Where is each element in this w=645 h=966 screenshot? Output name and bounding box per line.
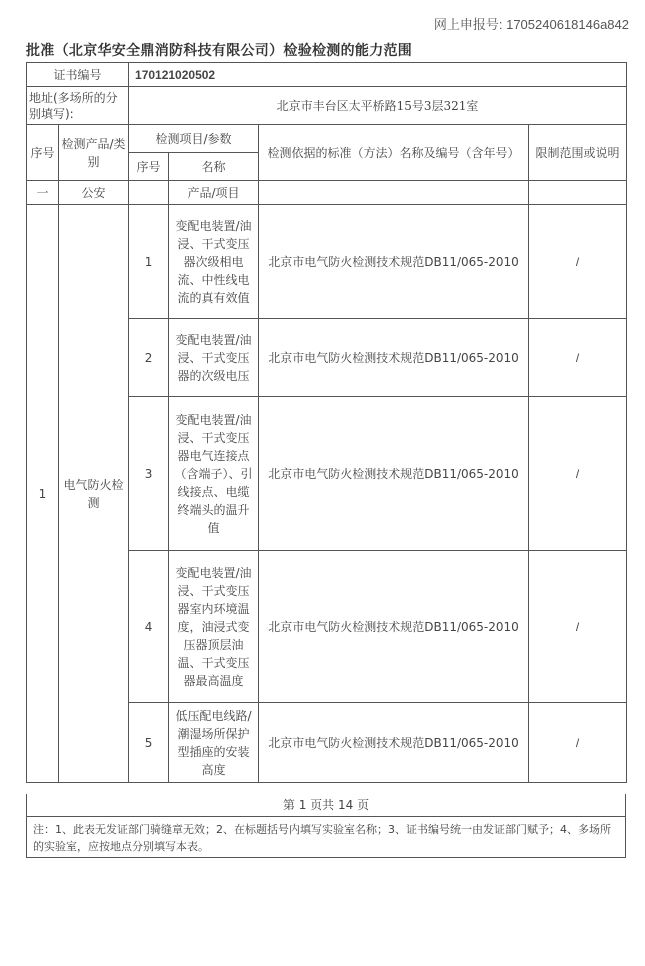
column-header-row-1 [27,125,627,153]
cert-label: 证书编号 [27,63,129,87]
item-standard: 北京市电气防火检测技术规范DB11/065-2010 [259,703,529,783]
item-seq: 3 [129,397,169,551]
col-item-name-header: 名称 [169,153,259,181]
product-name: 电气防火检测 [59,205,129,783]
item-seq: 5 [129,703,169,783]
cert-row [27,63,627,87]
address-value: 北京市丰台区太平桥路15号3层321室 [129,87,627,125]
item-limit: / [529,397,627,551]
address-row [27,87,627,125]
item-name: 变配电装置/油浸、干式变压器电气连接点（含端子）、引线接点、电缆终端头的温升值 [169,397,259,551]
item-seq: 4 [129,551,169,703]
cert-number: 170121020502 [129,63,627,87]
item-seq: 2 [129,319,169,397]
item-name: 变配电装置/油浸、干式变压器室内环境温度，油浸式变压器顶层油温、干式变压器最高温度 [169,551,259,703]
col-product-header: 检测产品/类别 [59,125,129,181]
table-footer [26,794,626,858]
footnote: 注：1、此表无发证部门骑缝章无效；2、在标题括号内填写实验室名称；3、证书编号统一由发证部门赋予；4、多场所的实验室，应按地点分别填写本表。 [33,823,611,853]
item-limit: / [529,319,627,397]
item-limit: / [529,205,627,319]
category-row [27,181,627,205]
item-seq: 1 [129,205,169,319]
item-standard: 北京市电气防火检测技术规范DB11/065-2010 [259,205,529,319]
capability-table [26,62,627,783]
online-application-number: 网上申报号: 1705240618146a842 [433,17,629,32]
document-title: 批准（北京华安全鼎消防科技有限公司）检验检测的能力范围 [26,43,413,59]
address-label: 地址(多场所的分别填写): [27,87,129,125]
item-limit: / [529,703,627,783]
category-standard-cell [259,181,529,205]
product-seq: 1 [27,205,59,783]
item-name: 变配电装置/油浸、干式变压器次级相电流、中性线电流的真有效值 [169,205,259,319]
table-row [27,205,627,319]
col-limit-header: 限制范围或说明 [529,125,627,181]
item-name: 低压配电线路/潮湿场所保护型插座的安装高度 [169,703,259,783]
category-limit-cell [529,181,627,205]
category-subheader: 产品/项目 [169,181,259,205]
item-name: 变配电装置/油浸、干式变压器的次级电压 [169,319,259,397]
category-name: 公安 [59,181,129,205]
col-seq-header: 序号 [27,125,59,181]
category-empty-cell [129,181,169,205]
item-standard: 北京市电气防火检测技术规范DB11/065-2010 [259,319,529,397]
col-item-seq-header: 序号 [129,153,169,181]
col-test-items-header: 检测项目/参数 [129,125,259,153]
item-limit: / [529,551,627,703]
category-seq: 一 [27,181,59,205]
item-standard: 北京市电气防火检测技术规范DB11/065-2010 [259,397,529,551]
item-standard: 北京市电气防火检测技术规范DB11/065-2010 [259,551,529,703]
col-standard-header: 检测依据的标准（方法）名称及编号（含年号） [259,125,529,181]
page-indicator: 第 1 页共 14 页 [27,794,625,817]
